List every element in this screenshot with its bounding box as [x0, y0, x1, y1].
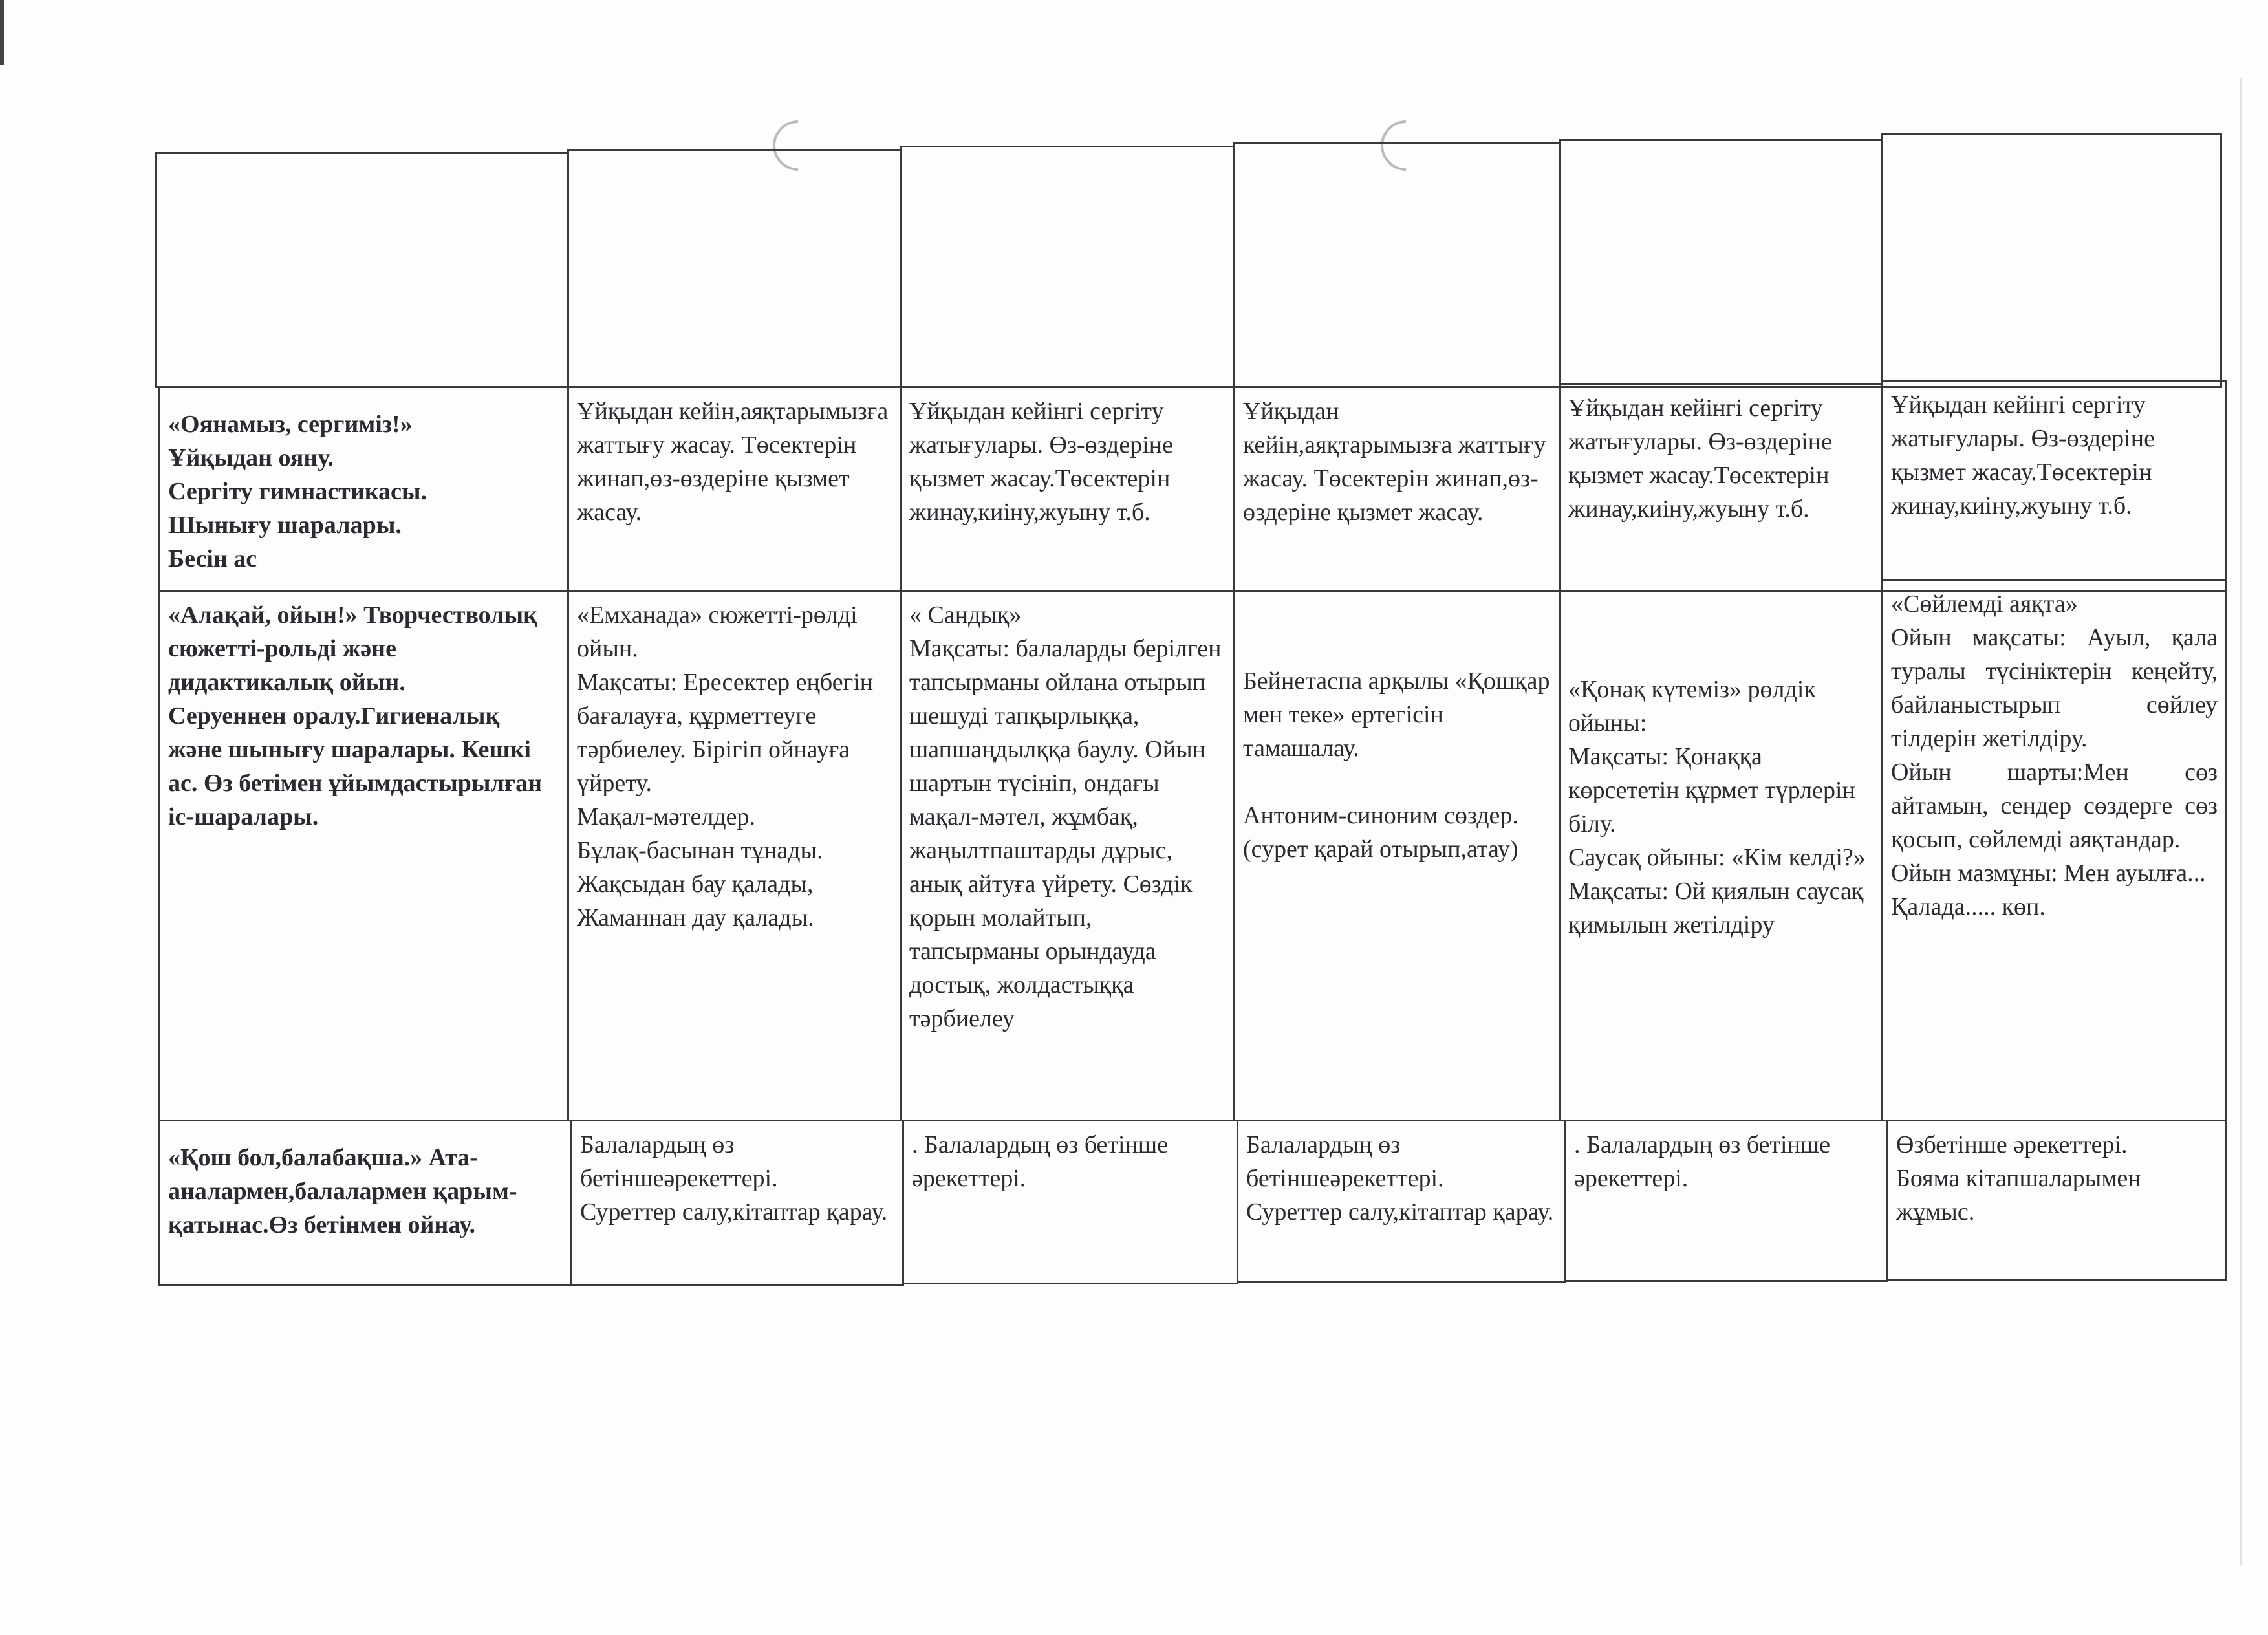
- row-label-game: [158, 590, 569, 1121]
- table-cell: Балалардың өз бетіншеәрекеттері. Суреттер салу,кітаптар қарау.: [570, 1120, 904, 1286]
- row-label-text: «Алақай, ойын!» Творчестволық сюжетті-рольді және дидактикалық ойын. Серуеннен оралу.Гигиеналық және шынығу шаралары. Кешкі ас. Өз бетімен ұйымдастырылған іс-шаралары.: [168, 601, 543, 830]
- table-cell: «Емханада» сюжетті-рөлді ойын. Мақсаты: Ересектер еңбегін бағалауға, құрметтеуге тәрбиелеу. Бірігіп ойнауға үйрету. Мақал-мәтелдер. Бұлақ-басынан тұнады. Жақсыдан бау қалады, Жаманнан дау қалады.: [567, 590, 902, 1121]
- table-cell: Ұйқыдан кейінгі сергіту жатығулары. Өз-өздеріне қызмет жасау.Төсектерін жинау,киіну,жуыну т.б.: [1881, 380, 2227, 592]
- table-cell: «Сөйлемді аяқта» Ойын мақсаты: Ауыл, қала туралы түсініктерін кеңейту, байланыстырып сөйлеу тілдерін жетілдіру. Ойын шарты:Мен сөз айтамын, сендер сөздерге сөз қосып, сөйлемді аяқтандар. Ойын мазмұны: Мен ауылға... Қалада..... көп.: [1881, 579, 2227, 1121]
- row-label-text: «Қош бол,балабақша.» Ата-аналармен,балалармен қарым-қатынас.Өз бетінмен ойнау.: [168, 1144, 517, 1239]
- row-label-farewell: [158, 1120, 572, 1286]
- table-header-cell: [900, 146, 1235, 388]
- table-header-cell: [155, 152, 569, 388]
- table-cell: . Балалардың өз бетінше әрекеттері.: [1564, 1120, 1888, 1282]
- table-header-cell: [1233, 142, 1561, 388]
- table-cell: Балалардың өз бетіншеәрекеттері. Суреттер салу,кітаптар қарау.: [1237, 1120, 1566, 1283]
- table-cell: «Қонақ күтеміз» рөлдік ойыны: Мақсаты: Қонаққа көрсететін құрмет түрлерін білу. Саусақ ойыны: «Кім келді?» Мақсаты: Ой қиялын саусақ қимылын жетілдіру: [1559, 590, 1883, 1121]
- table-cell: « Сандық» Мақсаты: балаларды берілген тапсырманы ойлана отырып шешуді тапқырлыққа, шапшаңдылққа баулу. Ойын шартын түсініп, ондағы мақал-мәтел, жұмбақ, жаңылтпаштарды дұрыс, анық айтуға үйрету. Сөздік қорын молайтып, тапсырманы орындауда достық, жолдастыққа тәрбиелеу: [900, 590, 1235, 1121]
- table-cell: Ұйқыдан кейін,аяқтарымызға жаттығу жасау. Төсектерін жинап,өз-өздеріне қызмет жасау.: [567, 386, 902, 592]
- row-label-wakeup: [158, 386, 569, 592]
- table-header-cell: [1881, 133, 2222, 388]
- table-header-cell: [567, 149, 902, 388]
- table-cell: Ұйқыдан кейінгі сергіту жатығулары. Өз-өздеріне қызмет жасау.Төсектерін жинау,киіну,жуыну т.б.: [900, 386, 1235, 592]
- table-cell: . Балалардың өз бетінше әрекеттері.: [902, 1120, 1238, 1284]
- table-cell: Өзбетінше әрекеттері. Бояма кітапшаларымен жұмыс.: [1886, 1120, 2227, 1281]
- table-header-cell: [1559, 139, 1883, 388]
- table-cell: Ұйқыдан кейінгі сергіту жатығулары. Өз-өздеріне қызмет жасау.Төсектерін жинау,киіну,жуыну т.б.: [1559, 383, 1883, 592]
- row-label-text: «Оянамыз, сергиміз!» Ұйқыдан ояну. Сергіту гимнастикасы. Шынығу шаралары. Бесін ас: [168, 411, 427, 572]
- scan-edge-shadow: [2240, 78, 2242, 1565]
- scan-edge: [0, 0, 4, 65]
- table-cell: Ұйқыдан кейін,аяқтарымызға жаттығу жасау. Төсектерін жинап,өз-өздеріне қызмет жасау.: [1233, 386, 1561, 592]
- table-cell: Бейнетаспа арқылы «Қошқар мен теке» ертегісін тамашалау. Антоним-синоним сөздер. (сурет қарай отырып,атау): [1233, 590, 1561, 1121]
